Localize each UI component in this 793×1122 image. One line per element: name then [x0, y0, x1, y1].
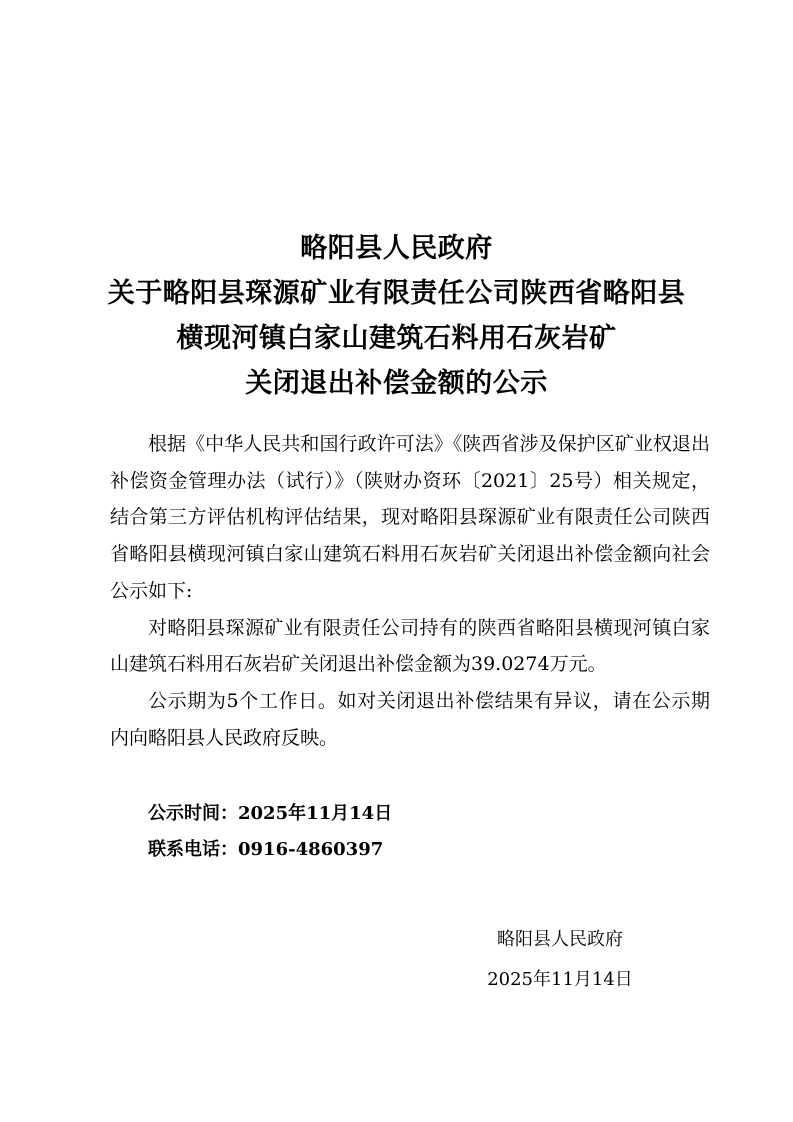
paragraph-objection	[110, 683, 710, 756]
paragraph-amount-text: 对略阳县琛源矿业有限责任公司持有的陕西省略阳县横现河镇白家山建筑石料用石灰岩矿关闭退出补偿金额为39.0274万元。	[110, 616, 710, 676]
signature-org: 略阳县人民政府	[497, 929, 623, 950]
contact-phone: 联系电话：0916-4860397	[148, 839, 384, 860]
title-line-subject-2: 横现河镇白家山建筑石料用石灰岩矿	[176, 323, 617, 354]
document-title	[90, 226, 703, 406]
paragraph-objection-text: 公示期为5个工作日。如对关闭退出补偿结果有异议，请在公示期内向略阳县人民政府反映。	[110, 689, 710, 749]
signature-block	[440, 920, 680, 1000]
paragraph-basis	[110, 426, 710, 610]
document-body	[110, 426, 710, 756]
paragraph-amount	[110, 610, 710, 683]
signature-date: 2025年11月14日	[487, 969, 633, 990]
paragraph-basis-text: 根据《中华人民共和国行政许可法》《陕西省涉及保护区矿业权退出补偿资金管理办法（试行）》（陕财办资环〔2021〕25号）相关规定，结合第三方评估机构评估结果，现对略阳县琛源矿业有限责任公司陕西省略阳县横现河镇白家山建筑石料用石灰岩矿关闭退出补偿金额向社会公示如下:	[110, 433, 710, 602]
publish-time: 公示时间：2025年11月14日	[148, 803, 393, 824]
title-line-subject-3: 关闭退出补偿金额的公示	[245, 368, 548, 399]
title-line-subject-1: 关于略阳县琛源矿业有限责任公司陕西省略阳县	[107, 278, 686, 309]
notice-meta	[148, 796, 392, 868]
title-line-issuer: 略阳县人民政府	[300, 233, 493, 264]
